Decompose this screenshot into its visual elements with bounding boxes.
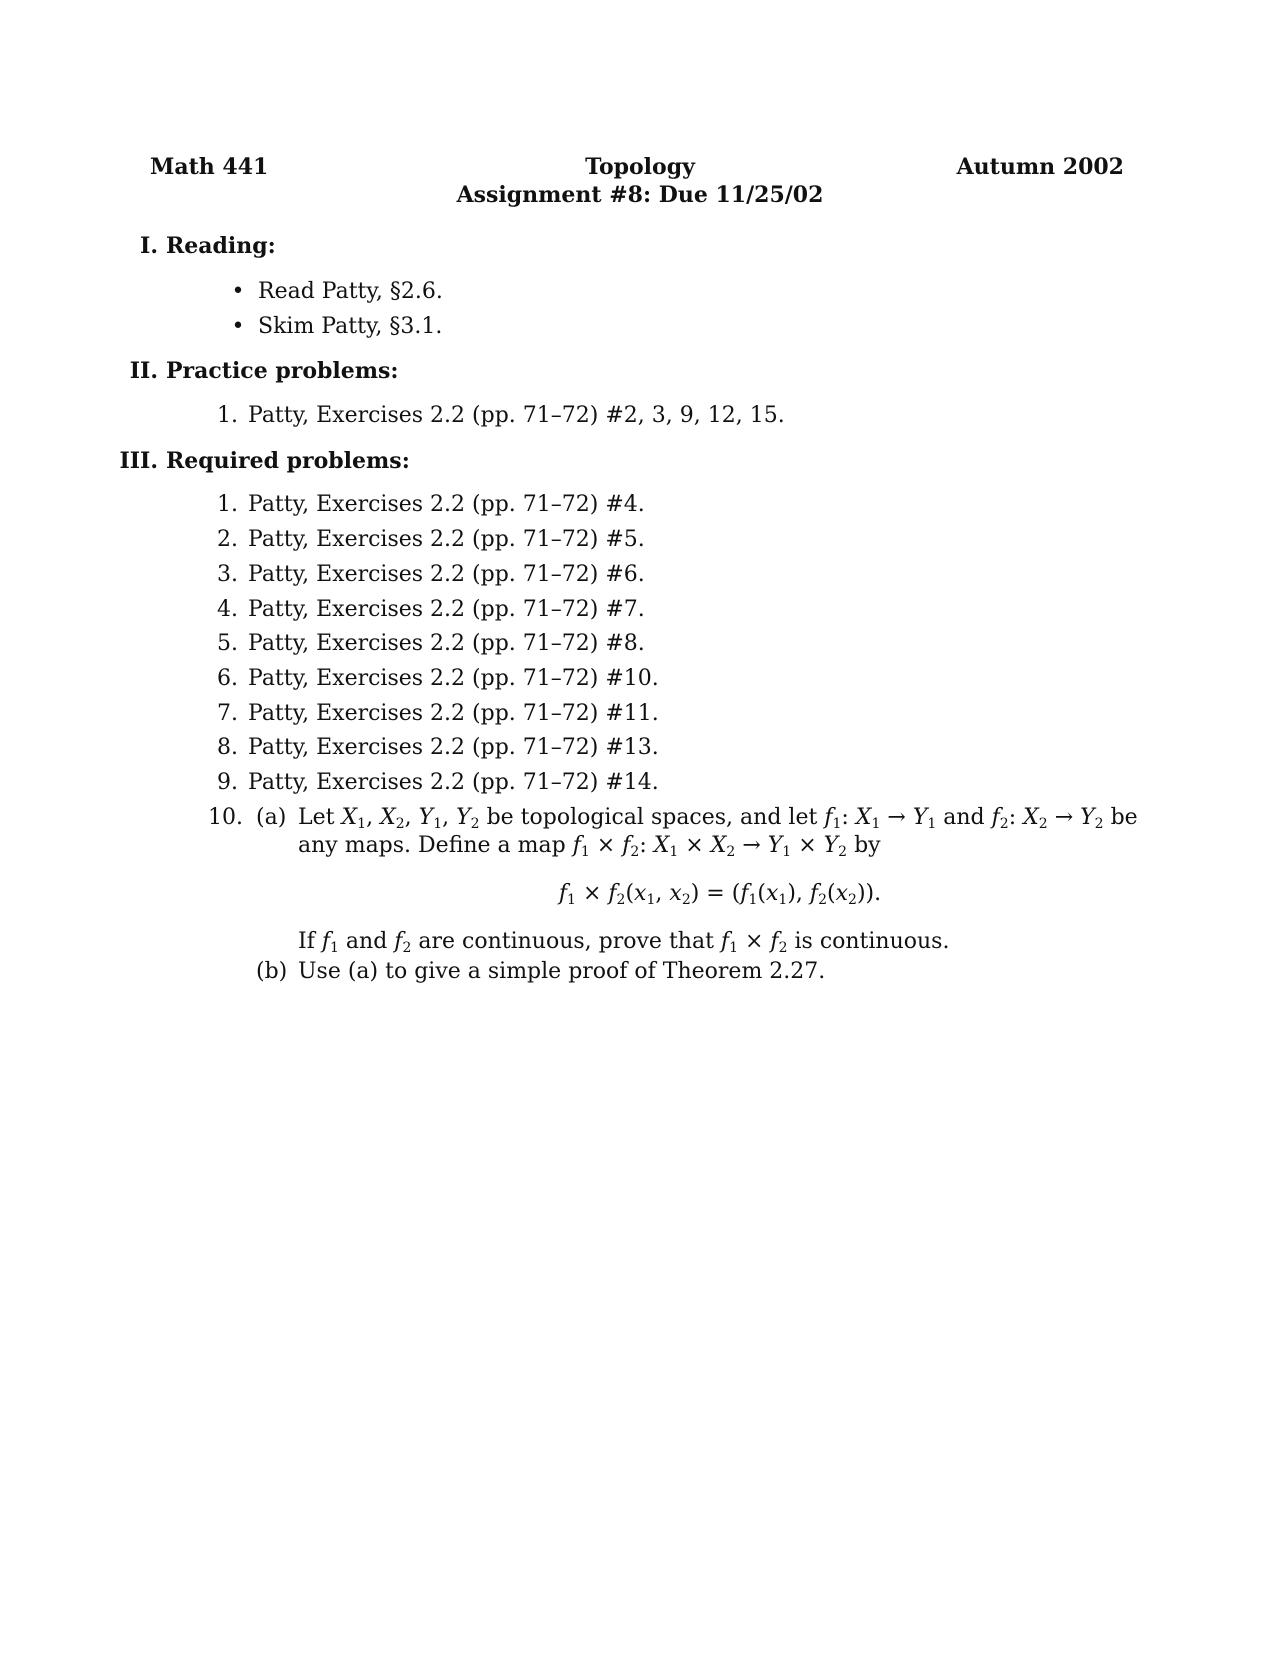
list-item: 9. Patty, Exercises 2.2 (pp. 71–72) #14. [217, 770, 659, 795]
display-equation: $f_1 \times f_2(x_1$, $x_2) = (f_1(x_1)$, $f_2(x_2)$). [558, 881, 882, 908]
list-item: 4. Patty, Exercises 2.2 (pp. 71–72) #7. [217, 597, 645, 622]
list-item: • Read Patty, §2.6. [228, 278, 443, 306]
part-b-label: (b) [256, 959, 288, 984]
section-title: Reading: [166, 233, 276, 259]
section-reading-heading [100, 232, 276, 260]
section-numeral: I. [140, 233, 158, 259]
section-practice-heading [100, 357, 399, 385]
list-item: 5. Patty, Exercises 2.2 (pp. 71–72) #8. [217, 631, 645, 656]
list-item: 1. Patty, Exercises 2.2 (pp. 71–72) #4. [217, 492, 645, 517]
assignment-subtitle: Assignment #8: Due 11/25/02 [456, 182, 824, 208]
section-required-heading [100, 447, 410, 475]
bullet-icon: • [231, 314, 245, 339]
list-item: 7. Patty, Exercises 2.2 (pp. 71–72) #11. [217, 701, 659, 726]
list-item: 6. Patty, Exercises 2.2 (pp. 71–72) #10. [217, 666, 659, 691]
list-item: • Skim Patty, §3.1. [228, 313, 442, 341]
part-b-text: Use (a) to give a simple proof of Theorem 2.27. [298, 959, 826, 984]
bullet-icon: • [231, 279, 245, 304]
part-a-label: (a) [256, 805, 287, 830]
section-title: Practice problems: [166, 358, 399, 384]
section-numeral: II. [129, 358, 158, 384]
section-numeral: III. [119, 448, 158, 474]
course-number: Math 441 [150, 154, 269, 180]
list-item: 8. Patty, Exercises 2.2 (pp. 71–72) #13. [217, 735, 659, 760]
term: Autumn 2002 [956, 154, 1124, 180]
list-item: 2. Patty, Exercises 2.2 (pp. 71–72) #5. [217, 527, 645, 552]
part-a-line-1: Let $X_1$, $X_2$, $Y_1$, $Y_2$ be topological spaces, and let $f_1$: $X_1 \to Y_1$ and $f_2$: $X_2 \to Y_2$ be [298, 805, 1138, 832]
section-title: Required problems: [166, 448, 410, 474]
list-item: 3. Patty, Exercises 2.2 (pp. 71–72) #6. [217, 562, 645, 587]
list-item: 1. Patty, Exercises 2.2 (pp. 71–72) #2, 3, 9, 12, 15. [217, 403, 785, 428]
problem-10-label: 10. [208, 805, 243, 830]
part-a-line-2: any maps. Define a map $f_1 \times f_2$: $X_1 \times X_2 \to Y_1 \times Y_2$ by [298, 833, 881, 860]
part-a-line-3: If $f_1$ and $f_2$ are continuous, prove that $f_1 \times f_2$ is continuous. [298, 929, 950, 956]
course-title: Topology [585, 154, 695, 180]
